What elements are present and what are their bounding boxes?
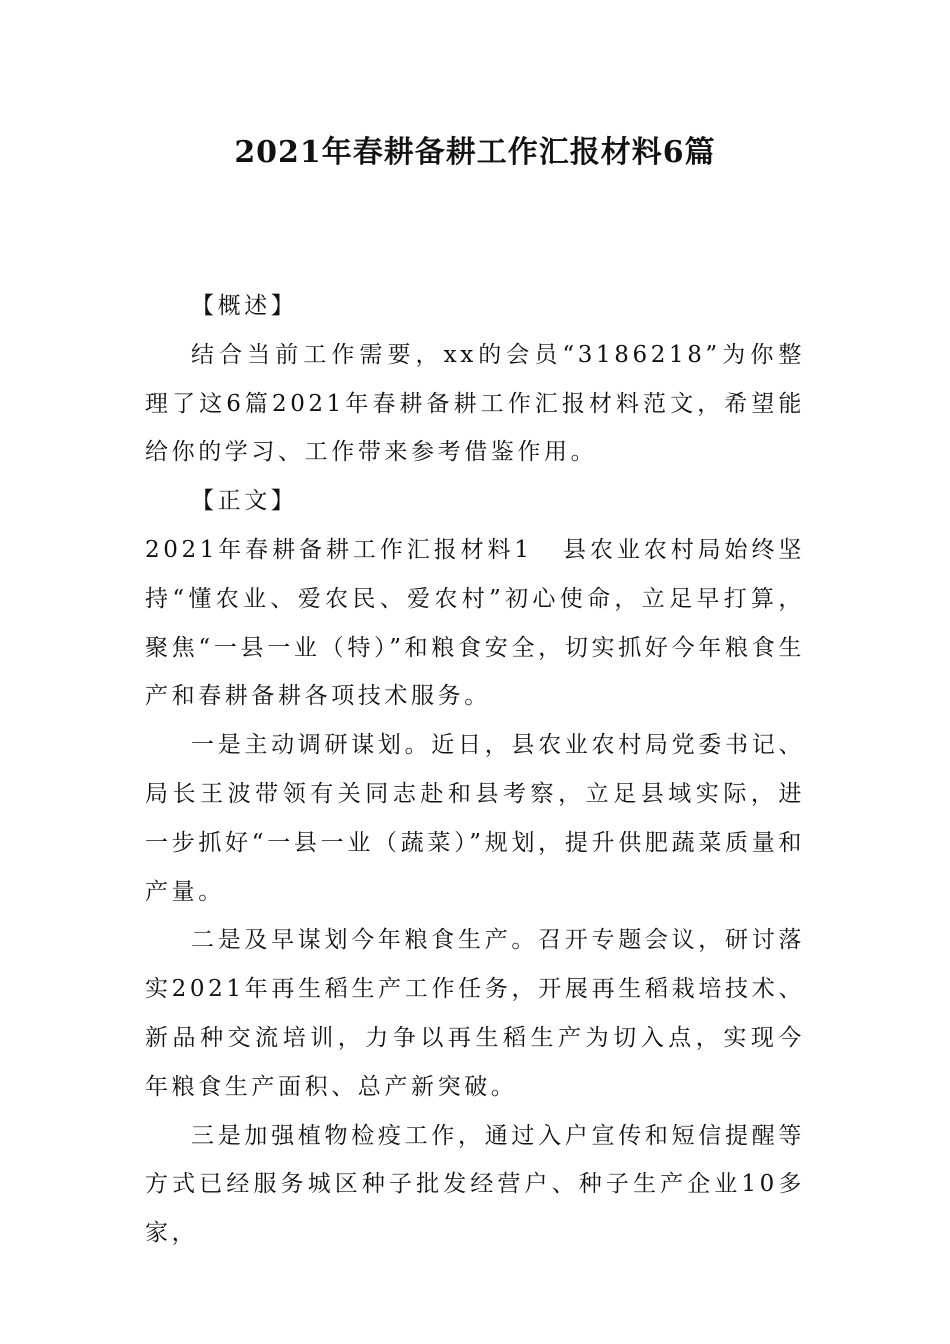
overview-paragraph: 结合当前工作需要，xx的会员“3186218”为你整理了这6篇2021年春耕备耕工作汇报材料范文，希望能给你的学习、工作带来参考借鉴作用。 (145, 341, 805, 466)
point-3-paragraph: 三是加强植物检疫工作，通过入户宣传和短信提醒等方式已经服务城区种子批发经营户、种子生产企业10多家， (145, 1122, 805, 1247)
document-title: 2021年春耕备耕工作汇报材料6篇 (234, 135, 716, 170)
point-2-paragraph: 二是及早谋划今年粮食生产。召开专题会议，研讨落实2021年再生稻生产工作任务，开展再生稻栽培技术、新品种交流培训，力争以再生稻生产为切入点，实现今年粮食生产面积、总产新突破。 (145, 927, 805, 1100)
section1-intro: 县农业农村局始终坚持“懂农业、爱农民、爱农村”初心使命，立足早打算，聚焦“一县一业（特）”和粮食安全，切实抓好今年粮食生产和春耕备耕各项技术服务。 (145, 536, 805, 710)
section1-heading: 2021年春耕备耕工作汇报材料1 (145, 536, 533, 563)
overview-label: 【概述】 (191, 293, 298, 319)
point-1-paragraph: 一是主动调研谋划。近日，县农业农村局党委书记、局长王波带领有关同志赴和县考察，立足县域实际，进一步抓好“一县一业（蔬菜）”规划，提升供肥蔬菜质量和产量。 (145, 732, 805, 905)
body-label: 【正文】 (191, 488, 298, 515)
section1-paragraph (145, 526, 805, 721)
document-body (145, 282, 805, 1258)
